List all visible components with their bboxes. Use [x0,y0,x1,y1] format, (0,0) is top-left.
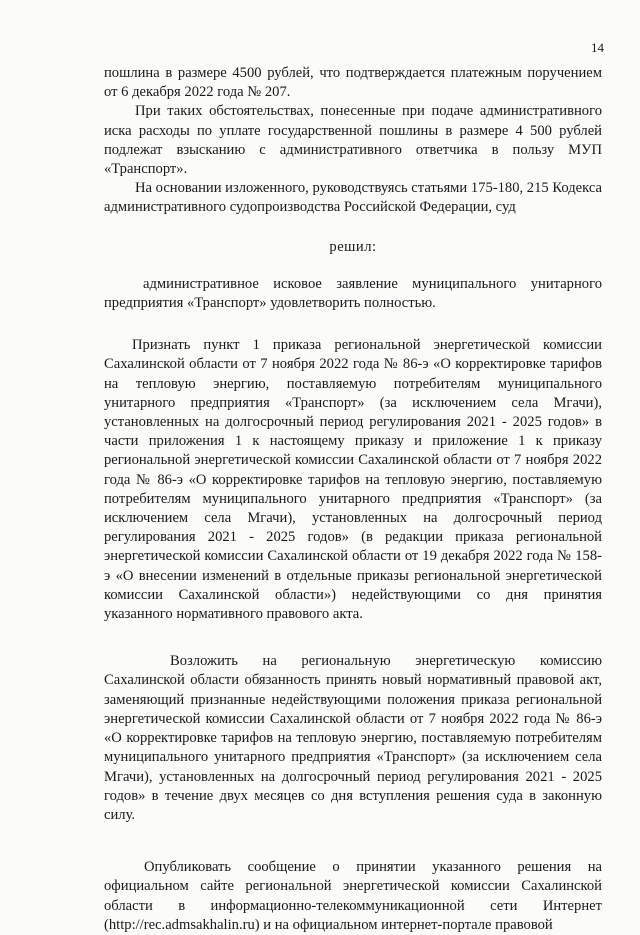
paragraph-obligation: Возложить на региональную энергетическую комиссию Сахалинской области обязанность принять новый нормативный правовой акт, заменяющий признанные недействующими положения приказа региональной энергетической комиссии Сахалинской области от 7 ноября 2022 года № 86-э «О корректировке тарифов на тепловую энергию, поставляемую потребителям муниципального унитарного предприятия «Транспорт» (за исключением села Мгачи), установленных на долгосрочный период регулирования 2021 - 2025 годов» в течение двух месяцев со дня вступления решения суда в законную силу. [104,653,602,823]
page-number: 14 [591,40,604,55]
paragraph-claim-satisfied: административное исковое заявление муниципального унитарного предприятия «Транспорт» удовлетворить полностью. [104,275,602,312]
paragraph-recognize-invalid: Признать пункт 1 приказа региональной энергетической комиссии Сахалинской области от 7 ноября 2022 года № 86-э «О корректировке тарифов на тепловую энергию, поставляемую потребителям муниципального унитарного предприятия «Транспорт» (за исключением села Мгачи), установленных на долгосрочный период регулирования 2021 - 2025 годов» в части приложения 1 к настоящему приказу и приложение 1 к приказу региональной энергетической комиссии Сахалинской области от 7 ноября 2022 года № 86-э «О корректировке тарифов на тепловую энергию, поставляемую потребителям муниципального унитарного предприятия «Транспорт» (за исключением села Мгачи), установленных на долгосрочный период регулирования 2021 - 2025 годов» (в редакции приказа региональной энергетической комиссии Сахалинской области от 19 декабря 2022 года № 158-э «О внесении изменений в отдельные приказы региональной энергетической комиссии Сахалинской области») недействующими со дня принятия указанного нормативного правового акта. [104,337,602,623]
paragraph-fee-payment: пошлина в размере 4500 рублей, что подтверждается платежным поручением от 6 декабря 2022 года № 207. [104,65,602,101]
paragraph-grounds: На основании изложенного, руководствуясь статьями 175-180, 215 Кодекса административного судопроизводства Российской Федерации, суд [104,180,602,216]
paragraph-expenses: При таких обстоятельствах, понесенные при подаче административного иска расходы по уплате государственной пошлины в размере 4 500 рублей подлежат взысканию с административного ответчика в пользу МУП «Транспорт». [104,103,602,178]
decision-heading: решил: [329,238,377,255]
paragraph-publish: Опубликовать сообщение о принятии указанного решения на официальном сайте региональной энергетической комиссии Сахалинской области в информационно-телекоммуникационной сети Интернет (http://rec.admsakhalin.ru) и на официальном интернет-портале правовой [104,859,602,933]
document-body [104,64,602,935]
